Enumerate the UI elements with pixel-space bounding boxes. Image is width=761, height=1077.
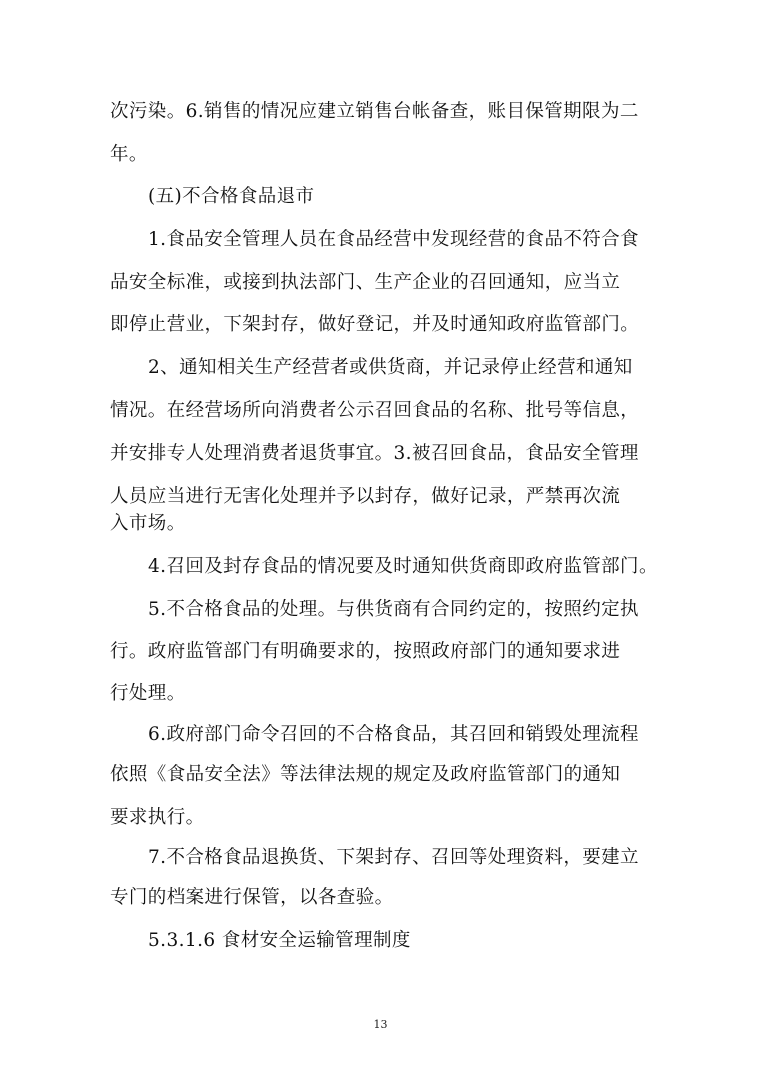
text-line: 情况。在经营场所向消费者公示召回食品的名称、批号等信息，	[110, 400, 640, 421]
text-line: 2、通知相关生产经营者或供货商，并记录停止经营和通知	[148, 357, 633, 378]
text-line: 专门的档案进行保管，以各查验。	[110, 887, 394, 908]
text-line: 次污染。6.销售的情况应建立销售台帐备查，账目保管期限为二	[110, 101, 639, 122]
text-line: 人员应当进行无害化处理并予以封存，做好记录，严禁再次流	[110, 486, 621, 507]
text-line: 行。政府监管部门有明确要求的，按照政府部门的通知要求进	[110, 641, 621, 662]
text-line: 1.食品安全管理人员在食品经营中发现经营的食品不符合食	[148, 229, 639, 250]
text-line: 品安全标准，或接到执法部门、生产企业的召回通知，应当立	[110, 272, 621, 293]
text-line: 即停止营业，下架封存，做好登记，并及时通知政府监管部门。	[110, 314, 640, 335]
text-line: 要求执行。	[110, 807, 205, 828]
text-line: 依照《食品安全法》等法律法规的规定及政府监管部门的通知	[110, 764, 621, 785]
text-line: 年。	[110, 144, 148, 165]
section-heading: (五)不合格食品退市	[148, 186, 315, 207]
text-line: 入市场。	[110, 513, 186, 534]
text-line: 行处理。	[110, 683, 186, 704]
text-line: 4.召回及封存食品的情况要及时通知供货商即政府监管部门。	[148, 556, 658, 577]
text-line: 5.不合格食品的处理。与供货商有合同约定的，按照约定执	[148, 599, 639, 620]
text-line: 7.不合格食品退换货、下架封存、召回等处理资料，要建立	[148, 847, 639, 868]
text-line: 6.政府部门命令召回的不合格食品，其召回和销毁处理流程	[148, 724, 639, 745]
text-line: 并安排专人处理消费者退货事宜。3.被召回食品，食品安全管理	[110, 443, 639, 464]
section-heading: 5.3.1.6 食材安全运输管理制度	[148, 930, 411, 951]
page-number: 13	[373, 1018, 388, 1031]
